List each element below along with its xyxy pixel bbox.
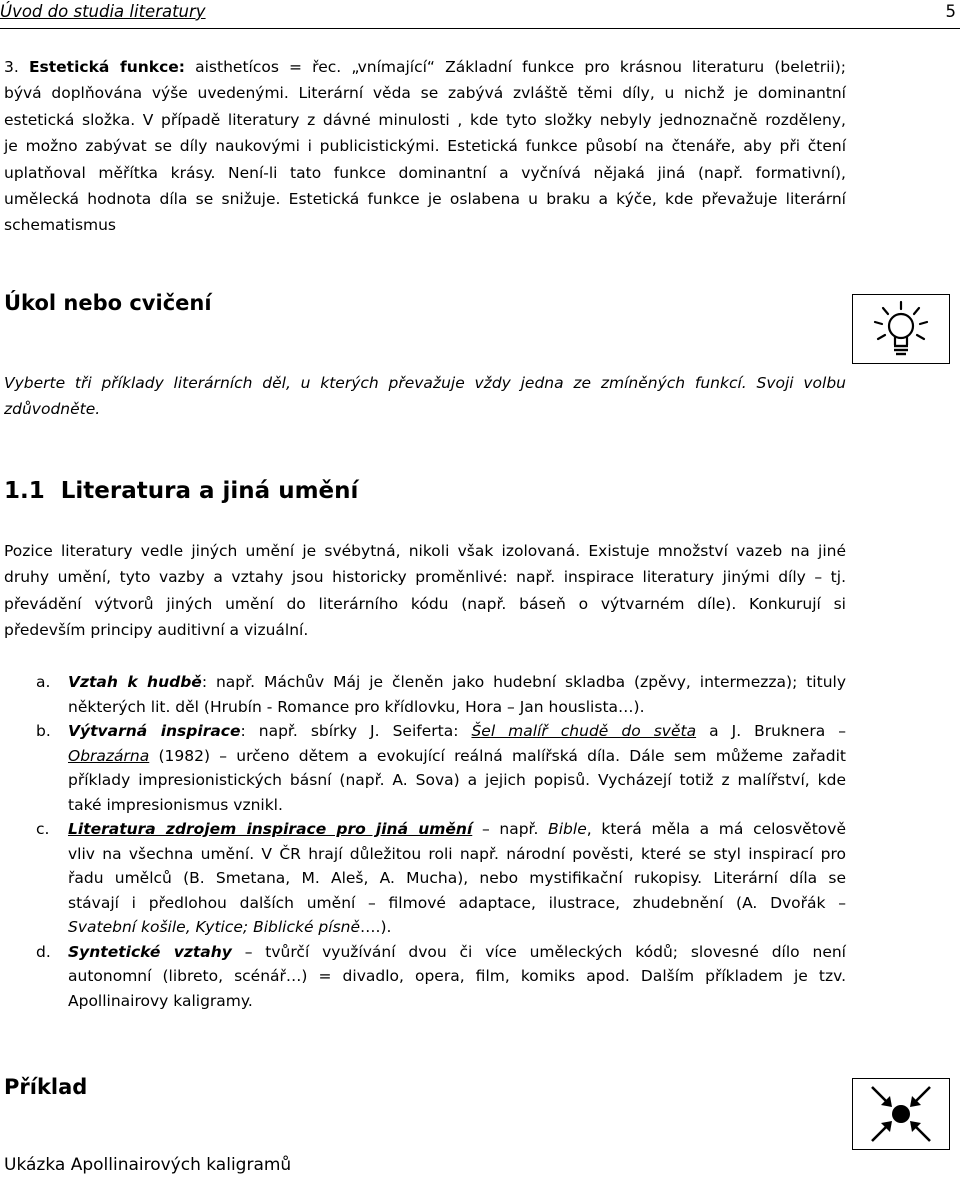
list-text: příklady impresionistických básní (např. A. Sova) a jejich popisů. Vycházejí totiž z malířství, kde (68, 771, 846, 789)
list-text: řadu umělců (B. Smetana, M. Aleš, A. Mucha), nebo mystifikační rukopisy. Literární díla se (68, 869, 846, 887)
exercise-text (4, 370, 846, 423)
example-heading: Příklad (4, 1075, 88, 1099)
list-text: některých lit. děl (Hrubín - Romance pro křídlovku, Hora – Jan houslista…). (68, 697, 645, 716)
work-title: Bible (548, 820, 587, 838)
paragraph-line: bývá doplňována výše uvedenými. Literární věda se zabývá zvláště těmi díly, u nichž je dominantní (4, 84, 846, 103)
chapter-heading: 1.1 Literatura a jiná umění (4, 478, 359, 504)
page-number: 5 (945, 2, 956, 21)
lightbulb-icon (852, 294, 950, 364)
paragraph-line: aisthetícos = řec. „vnímající“ Základní funkce pro krásnou literaturu (beletrii); (195, 58, 846, 76)
list-text: – např. (472, 820, 549, 838)
list-text: – tvůrčí využívání dvou či více uměleckých kódů; slovesné dílo není (231, 942, 846, 961)
paragraph-line: druhy umění, tyto vazby a vztahy jsou historicky proměnlivé: např. inspirace literatury jinými díly – tj. (4, 568, 846, 587)
list-text: autonomní (libreto, scénář…) = divadlo, opera, film, komiks apod. Dalším příkladem je tzv. (68, 967, 846, 985)
list-item-synthetic (4, 940, 846, 1014)
target-arrows-icon (852, 1078, 950, 1150)
list-term: Výtvarná inspirace (68, 722, 241, 740)
list-letter: a. (36, 673, 51, 691)
list-text: : např. sbírky J. Seiferta: (240, 722, 472, 740)
exercise-line: Vyberte tři příklady literárních děl, u kterých převažuje vždy jedna ze zmíněných funkcí. Svoji volbu (4, 374, 846, 392)
header-title: Úvod do studia literatury (0, 2, 206, 21)
list-letter: c. (36, 820, 50, 838)
list-text: vliv na všechna umění. V ČR hrají důležitou roli např. národní pověsti, které se styl inspirací pro (68, 844, 846, 863)
paragraph-line: především principy auditivní a vizuální. (4, 621, 309, 640)
list-term: Literatura zdrojem inspirace pro jiná umění (68, 820, 473, 838)
list-text: stávají i předlohou dalších umění – filmové adaptace, ilustrace, zhudebnění (A. Dvořák – (68, 893, 846, 912)
relations-list (4, 670, 846, 1013)
list-text: také impresionismus vznikl. (68, 795, 283, 814)
list-text: Apollinairovy kaligramy. (68, 991, 253, 1010)
paragraph-line: schematismus (4, 216, 117, 235)
header-divider (0, 28, 960, 29)
example-caption: Ukázka Apollinairových kaligramů (4, 1155, 292, 1175)
list-text: a J. Bruknera – (696, 722, 846, 740)
list-term: Vztah k hudbě (68, 673, 202, 691)
exercise-line: zdůvodněte. (4, 400, 101, 419)
aesthetic-function-paragraph (4, 54, 846, 239)
paragraph-line: umělecká hodnota díla se snižuje. Estetická funkce je oslabena u braku a kýče, kde převažuje literární (4, 190, 846, 209)
paragraph-line: estetická složka. V případě literatury z dávné minulosti , kde tyto složky nebyly jednoznačně rozděleny, (4, 110, 846, 129)
list-text: : např. Máchův Máj je členěn jako hudební skladba (zpěvy, intermezza); tituly (201, 673, 846, 691)
list-item-music (4, 670, 846, 719)
paragraph-line: Pozice literatury vedle jiných umění je svébytná, nikoli však izolovaná. Existuje množství vazeb na jiné (4, 542, 846, 560)
list-letter: b. (36, 722, 51, 740)
chapter-intro-paragraph (4, 538, 846, 644)
paragraph-line: je možno zabývat se díly naukovými i publicistickými. Estetická funkce působí na čtenáře, aby při čtení (4, 137, 846, 156)
list-term: Syntetické vztahy (68, 942, 232, 961)
list-text: ….). (360, 918, 392, 936)
work-title: Obrazárna (68, 746, 150, 765)
term-aesthetic-function: Estetická funkce: (28, 58, 185, 76)
list-text: (1982) – určeno dětem a evokující reálná malířská díla. Dále sem můžeme zařadit (149, 746, 846, 765)
item-number: 3. (4, 58, 19, 76)
exercise-heading: Úkol nebo cvičení (4, 291, 212, 315)
list-letter: d. (36, 942, 51, 961)
paragraph-line: uplatňoval měřítka krásy. Není-li tato funkce dominantní a vyčnívá nějaká jiná (např. formativní), (4, 163, 846, 182)
work-title: Svatební košile, Kytice; Biblické písně (68, 918, 361, 936)
list-item-literature-source (4, 817, 846, 940)
work-title: Šel malíř chudě do světa (471, 722, 697, 740)
list-text: , která měla a má celosvětově (586, 820, 846, 838)
list-item-visual-art (4, 719, 846, 817)
paragraph-line: převádění výtvorů jiných umění do literárního kódu (např. báseň o výtvarném díle). Konkurují si (4, 594, 846, 613)
